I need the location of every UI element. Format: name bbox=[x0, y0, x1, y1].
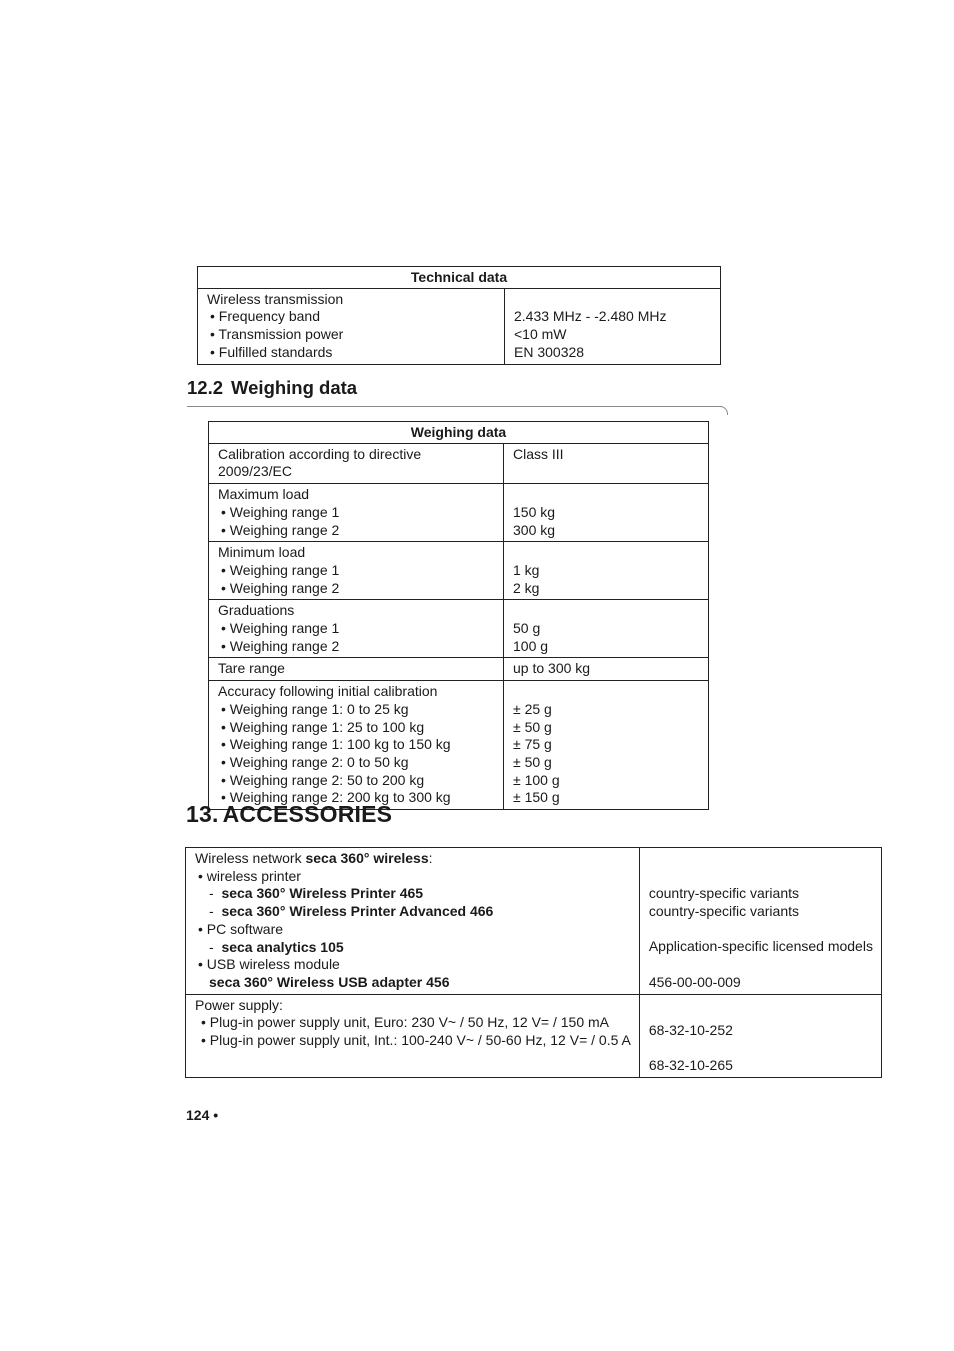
value: 2.433 MHz - -2.480 MHz bbox=[514, 308, 667, 325]
list-item: • Weighing range 1: 100 kg to 150 kg bbox=[221, 736, 451, 753]
list-item: seca 360° Wireless USB adapter 456 bbox=[209, 973, 450, 990]
table-row bbox=[209, 681, 709, 810]
table-row bbox=[209, 443, 709, 483]
section-heading-13: 13. ACCESSORIES bbox=[186, 801, 393, 827]
table-row bbox=[186, 994, 882, 1077]
value: 100 g bbox=[513, 637, 549, 654]
row-label: Minimum load bbox=[218, 544, 306, 561]
list-item: • Weighing range 2: 200 kg to 300 kg bbox=[221, 789, 451, 806]
list-item: • Weighing range 1 bbox=[221, 620, 340, 637]
list-item: • Weighing range 1 bbox=[221, 503, 340, 520]
value: ± 100 g bbox=[513, 771, 560, 788]
list-item: • Weighing range 2 bbox=[221, 579, 340, 596]
list-item: • Transmission power bbox=[210, 326, 344, 343]
list-item: • PC software bbox=[198, 920, 284, 937]
value: 68-32-10-265 bbox=[648, 1057, 733, 1074]
row-label: Accuracy following initial calibration bbox=[218, 683, 438, 700]
value: ± 150 g bbox=[513, 789, 560, 806]
section-divider-end bbox=[718, 406, 728, 415]
row-label: Wireless transmission bbox=[207, 290, 344, 307]
value: country-specific variants bbox=[648, 885, 800, 902]
list-item: - seca analytics 105 bbox=[209, 938, 344, 955]
list-item: - seca 360° Wireless Printer Advanced 466 bbox=[209, 903, 494, 920]
table-row bbox=[209, 600, 709, 658]
row-label: Graduations bbox=[218, 602, 295, 619]
section-divider bbox=[187, 406, 722, 407]
row-label: Power supply: bbox=[195, 996, 283, 1013]
list-item: • Weighing range 2 bbox=[221, 521, 340, 538]
value: ± 50 g bbox=[513, 718, 552, 735]
table-row bbox=[186, 848, 882, 995]
value: up to 300 kg bbox=[504, 658, 709, 681]
list-item: • Weighing range 1 bbox=[221, 561, 340, 578]
technical-data-header: Technical data bbox=[198, 267, 721, 289]
value: ± 75 g bbox=[513, 736, 552, 753]
list-item: • USB wireless module bbox=[198, 956, 340, 973]
value: 2 kg bbox=[513, 579, 540, 596]
row-label: Wireless network seca 360° wireless: bbox=[195, 850, 433, 866]
technical-data-table bbox=[197, 266, 721, 365]
value: EN 300328 bbox=[514, 343, 585, 360]
value: 300 kg bbox=[513, 521, 556, 538]
wireless-transmission-values bbox=[505, 288, 721, 364]
accessories-table bbox=[185, 847, 882, 1078]
value: 68-32-10-252 bbox=[648, 1022, 733, 1039]
row-label: Calibration according to directive 2009/23/EC bbox=[209, 443, 504, 483]
list-item: • Weighing range 2: 50 to 200 kg bbox=[221, 771, 425, 788]
list-item: • wireless printer bbox=[198, 867, 301, 884]
list-item: • Weighing range 2 bbox=[221, 637, 340, 654]
wireless-transmission-cell bbox=[198, 288, 505, 364]
page-number: 124 • bbox=[186, 1107, 219, 1123]
table-row bbox=[209, 484, 709, 542]
value: ± 25 g bbox=[513, 700, 552, 717]
row-label: Tare range bbox=[209, 658, 504, 681]
value: 50 g bbox=[513, 620, 541, 637]
list-item: • Weighing range 1: 0 to 25 kg bbox=[221, 700, 409, 717]
value: 150 kg bbox=[513, 503, 556, 520]
value: country-specific variants bbox=[648, 903, 800, 920]
list-item: • Plug-in power supply unit, Int.: 100-240 V~ / 50-60 Hz, 12 V= / 0.5 A bbox=[201, 1032, 631, 1049]
list-item: • Fulfilled standards bbox=[210, 343, 333, 360]
value: 456-00-00-009 bbox=[648, 973, 741, 990]
section-heading-12-2: 12.2 Weighing data bbox=[187, 377, 358, 398]
list-item: - seca 360° Wireless Printer 465 bbox=[209, 885, 424, 902]
list-item: • Weighing range 2: 0 to 50 kg bbox=[221, 753, 409, 770]
table-row bbox=[198, 288, 721, 364]
row-label: Maximum load bbox=[218, 486, 310, 503]
weighing-data-table bbox=[208, 421, 709, 810]
value: ± 50 g bbox=[513, 753, 552, 770]
table-row bbox=[209, 658, 709, 681]
weighing-data-header: Weighing data bbox=[209, 422, 709, 444]
value: <10 mW bbox=[514, 326, 567, 343]
list-item: • Frequency band bbox=[210, 308, 320, 325]
table-row bbox=[209, 542, 709, 600]
value: Application-specific licensed models bbox=[648, 938, 873, 955]
value: Class III bbox=[504, 443, 709, 483]
value: 1 kg bbox=[513, 561, 540, 578]
list-item: • Weighing range 1: 25 to 100 kg bbox=[221, 718, 425, 735]
list-item: • Plug-in power supply unit, Euro: 230 V~ / 50 Hz, 12 V= / 150 mA bbox=[201, 1014, 610, 1031]
